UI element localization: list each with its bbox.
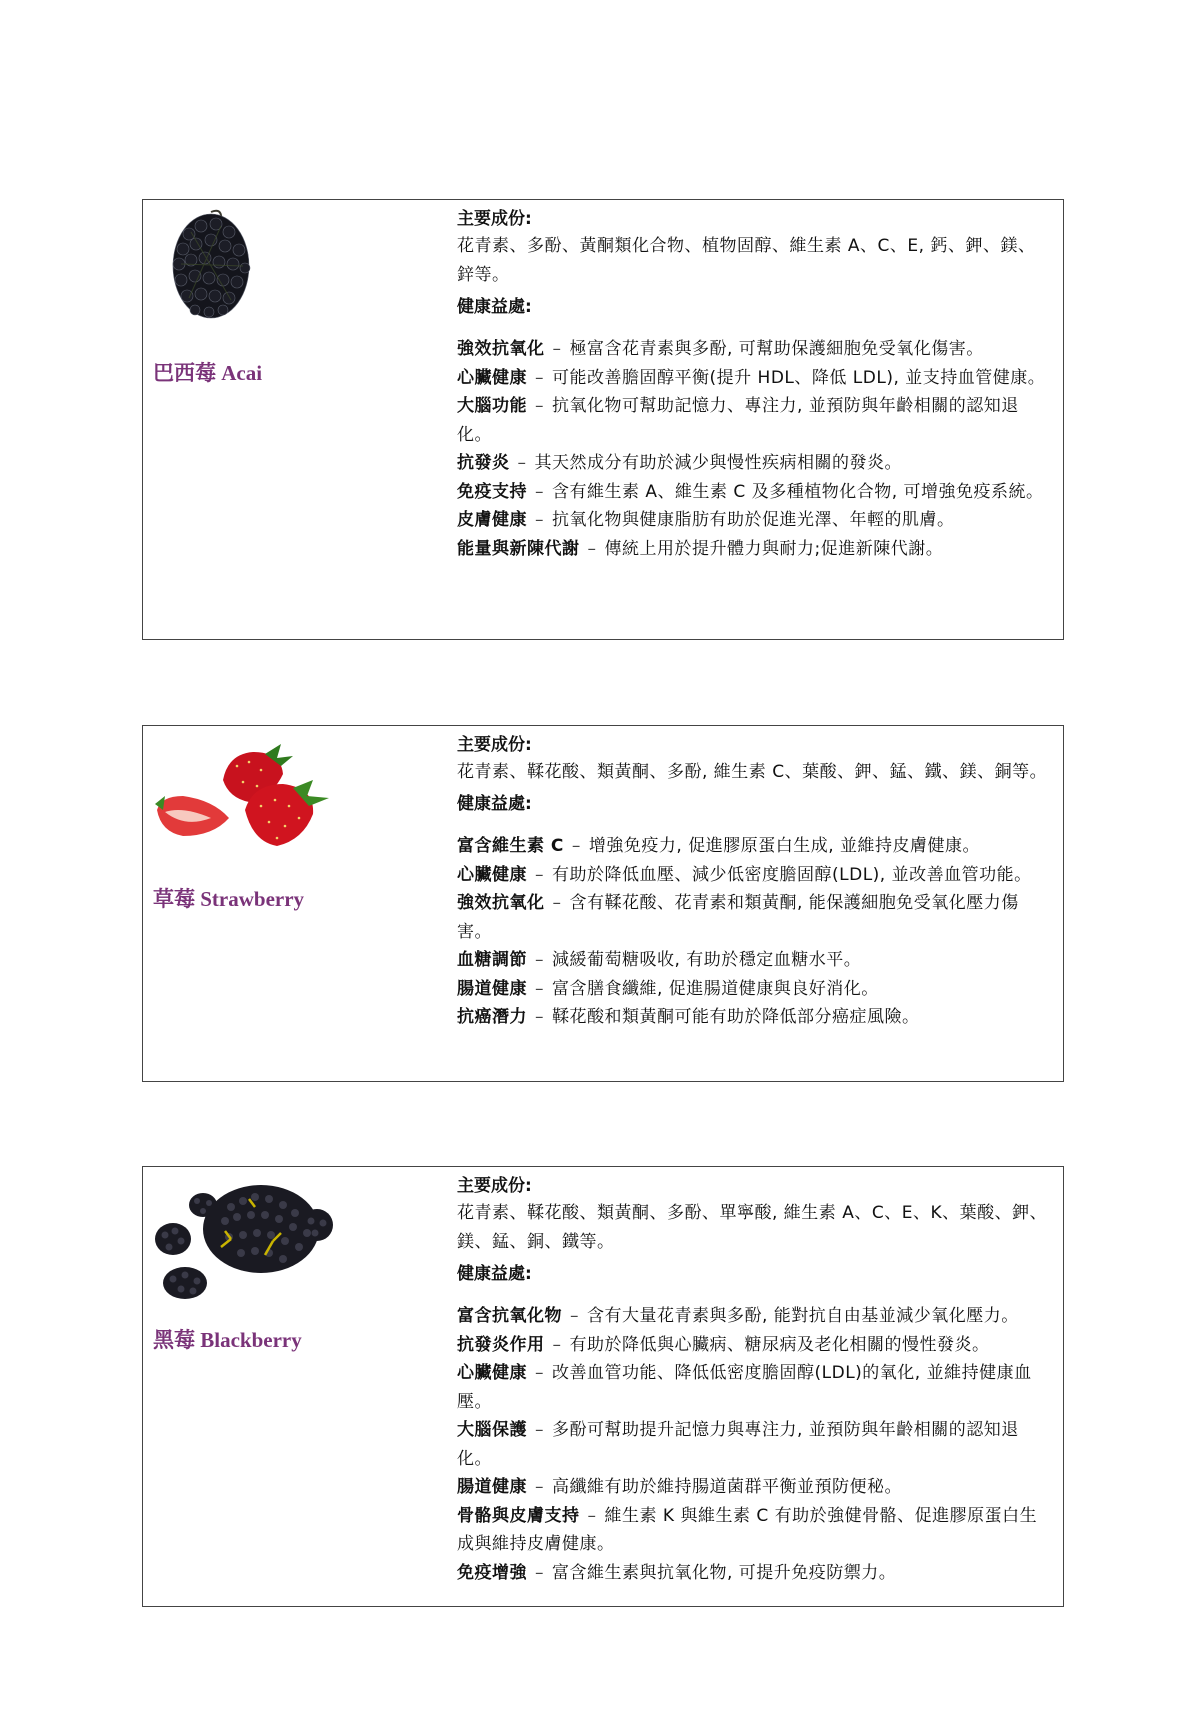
- fruit-info: [457, 732, 1051, 1032]
- benefit-item: 血糖調節 – 減緩葡萄糖吸收, 有助於穩定血糖水平。: [457, 950, 862, 970]
- benefits-heading: 健康益處:: [457, 297, 532, 317]
- benefit-item: 抗發炎 – 其天然成分有助於減少與慢性疾病相關的發炎。: [457, 453, 902, 473]
- benefit-item: 富含抗氧化物 – 含有大量花青素與多酚, 能對抗自由基並減少氧化壓力。: [457, 1306, 1019, 1326]
- benefit-item: 能量與新陳代謝 – 傳統上用於提升體力與耐力;促進新陳代謝。: [457, 538, 944, 559]
- strawberry-image: [153, 740, 343, 850]
- benefit-item: 腸道健康 – 富含膳食纖維, 促進腸道健康與良好消化。: [457, 978, 879, 999]
- fruit-name: 草莓 Strawberry: [153, 887, 305, 911]
- benefit-item: 免疫增強 – 富含維生素與抗氧化物, 可提升免疫防禦力。: [457, 1562, 897, 1583]
- benefit-item: 心臟健康 – 可能改善膽固醇平衡(提升 HDL、降低 LDL), 並支持血管健康。: [457, 367, 1046, 388]
- fruit-info: [457, 1173, 1051, 1587]
- benefit-item: 強效抗氧化 – 極富含花青素與多酚, 可幫助保護細胞免受氧化傷害。: [457, 339, 984, 359]
- benefit-item: 腸道健康 – 高纖維有助於維持腸道菌群平衡並預防便秘。: [457, 1477, 902, 1497]
- fruit-name: 黑莓 Blackberry: [153, 1328, 302, 1352]
- benefit-item: 免疫支持 – 含有維生素 A、維生素 C 及多種植物化合物, 可增強免疫系統。: [457, 481, 1044, 502]
- fruit-card-blackberry: [142, 1166, 1064, 1607]
- fruit-visual: [151, 726, 451, 1081]
- benefit-item: 皮膚健康 – 抗氧化物與健康脂肪有助於促進光澤、年輕的肌膚。: [457, 510, 955, 530]
- benefit-item: 抗發炎作用 – 有助於降低與心臟病、糖尿病及老化相關的慢性發炎。: [457, 1334, 990, 1355]
- benefit-item: 骨骼與皮膚支持 – 維生素 K 與維生素 C 有助於強健骨骼、促進膠原蛋白生成與維持皮膚健康。: [457, 1505, 1038, 1554]
- ingredients-heading: 主要成份:: [457, 209, 532, 229]
- benefit-item: 富含維生素 C – 增強免疫力, 促進膠原蛋白生成, 並維持皮膚健康。: [457, 836, 981, 856]
- benefit-item: 強效抗氧化 – 含有鞣花酸、花青素和類黃酮, 能保護細胞免受氧化壓力傷害。: [457, 893, 1019, 942]
- benefit-item: 心臟健康 – 有助於降低血壓、減少低密度膽固醇(LDL), 並改善血管功能。: [457, 864, 1032, 885]
- ingredients-heading: 主要成份:: [457, 1176, 532, 1196]
- fruit-visual: [151, 1167, 451, 1606]
- benefits-heading: 健康益處:: [457, 1264, 532, 1284]
- ingredients-heading: 主要成份:: [457, 735, 532, 755]
- fruit-card-strawberry: [142, 725, 1064, 1082]
- ingredients-text: 花青素、鞣花酸、類黃酮、多酚、單寧酸, 維生素 A、C、E、K、葉酸、鉀、鎂、錳、銅、鐵等。: [457, 1203, 1048, 1252]
- benefits-heading: 健康益處:: [457, 794, 532, 814]
- fruit-info: [457, 206, 1051, 563]
- ingredients-text: 花青素、鞣花酸、類黃酮、多酚, 維生素 C、葉酸、鉀、錳、鐵、鎂、銅等。: [457, 762, 1048, 782]
- fruit-name: 巴西莓 Acai: [153, 361, 263, 385]
- fruit-card-acai: [142, 199, 1064, 640]
- benefit-item: 大腦功能 – 抗氧化物可幫助記憶力、專注力, 並預防與年齡相關的認知退化。: [457, 396, 1019, 445]
- benefit-item: 心臟健康 – 改善血管功能、降低低密度膽固醇(LDL)的氧化, 並維持健康血壓。: [457, 1363, 1032, 1412]
- benefit-item: 大腦保護 – 多酚可幫助提升記憶力與專注力, 並預防與年齡相關的認知退化。: [457, 1420, 1019, 1469]
- blackberry-image: [151, 1177, 341, 1301]
- benefit-item: 抗癌潛力 – 鞣花酸和類黃酮可能有助於降低部分癌症風險。: [457, 1007, 920, 1027]
- fruit-visual: [151, 200, 451, 639]
- ingredients-text: 花青素、多酚、黃酮類化合物、植物固醇、維生素 A、C、E, 鈣、鉀、鎂、鋅等。: [457, 236, 1036, 285]
- acai-image: [161, 204, 261, 334]
